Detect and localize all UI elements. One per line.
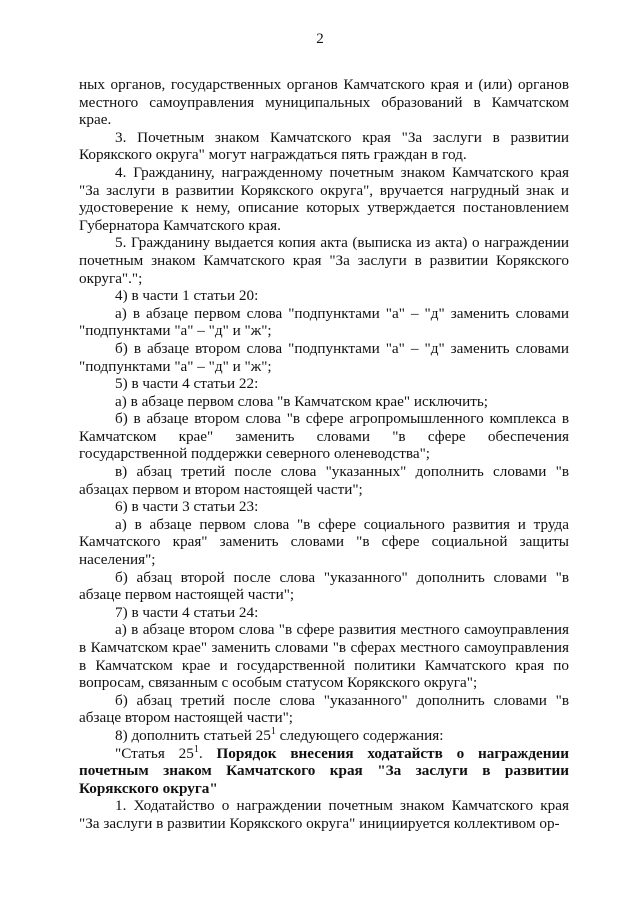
- amendment-item-4a: а) в абзаце первом слова "подпунктами "а" – "д" заменить словами "подпунктами "а" – "д" и "ж";: [79, 304, 569, 340]
- amendment-item-7a: а) в абзаце втором слова "в сфере развития местного самоуправления в Камчатском крае" заменить словами "в сферах местного самоуправления в Камчатском крае и государственной политики Камчатского края по вопросам, связанным с особым статусом Корякского округа";: [79, 621, 569, 692]
- paragraph-point-5: 5. Гражданину выдается копия акта (выписка из акта) о награждении почетным знаком Камчатского края "За заслуги в развитии Корякского округа".";: [79, 234, 569, 287]
- article-title: Порядок внесения ходатайств о награждении почетным знаком Камчатского края "За заслуги в развитии Корякского округа": [79, 744, 569, 797]
- amendment-item-5a: а) в абзаце первом слова "в Камчатском крае" исключить;: [115, 392, 489, 410]
- amendment-item-6a: а) в абзаце первом слова "в сфере социального развития и труда Камчатского края" заменить словами "в сфере социальной защиты населения";: [79, 515, 569, 569]
- amendment-item-5c: в) абзац третий после слова "указанных" дополнить словами "в абзацах первом и втором настоящей части";: [79, 463, 569, 498]
- paragraph-continuation: ных органов, государственных органов Камчатского края и (или) органов местного самоуправления муниципальных образований в Камчатском крае.: [79, 76, 569, 129]
- article-dot: .: [198, 744, 217, 762]
- amendment-item-6: 6) в части 3 статьи 23:: [115, 498, 259, 516]
- amendment-item-5: 5) в части 4 статьи 22:: [115, 375, 259, 393]
- amendment-item-8: [79, 727, 569, 745]
- amendment-item-7b: б) абзац третий после слова "указанного" дополнить словами "в абзаце втором настоящей части";: [79, 691, 569, 727]
- paragraph-point-4: 4. Гражданину, награжденному почетным знаком Камчатского края "За заслуги в развитии Корякского округа", вручается нагрудный знак и удостоверение к нему, описание которых утверждается постановлением Губернатора Камчатского края.: [79, 163, 569, 234]
- amendment-item-6b: б) абзац второй после слова "указанного" дополнить словами "в абзаце первом настоящей части";: [79, 568, 569, 604]
- page-number: 2: [316, 31, 324, 47]
- article-superscript: 1: [193, 743, 199, 755]
- paragraph-point-3: 3. Почетным знаком Камчатского края "За заслуги в развитии Корякского округа" могут награждаться пять граждан в год.: [79, 128, 569, 164]
- article-heading: [79, 745, 569, 798]
- amendment-item-8-superscript: 1: [270, 725, 276, 737]
- amendment-item-7: 7) в части 4 статьи 24:: [115, 603, 259, 621]
- article-prefix: "Статья 25: [115, 744, 194, 762]
- amendment-item-8-text: 8) дополнить статьей 25: [115, 726, 271, 744]
- article-paragraph-1: 1. Ходатайство о награждении почетным знаком Камчатского края "За заслуги в развитии Корякского округа" инициируется коллективом ор-: [79, 797, 569, 832]
- amendment-item-4: 4) в части 1 статьи 20:: [115, 287, 259, 305]
- amendment-item-4b: б) в абзаце втором слова "подпунктами "а" – "д" заменить словами "подпунктами "а" – "д" и "ж";: [79, 339, 569, 375]
- document-body: [79, 76, 569, 833]
- amendment-item-5b: б) в абзаце втором слова "в сфере агропромышленного комплекса в Камчатском крае" заменить словами "в сфере обеспечения государственной поддержки северного оленеводства";: [79, 410, 569, 463]
- amendment-item-8-tail: следующего содержания:: [275, 726, 444, 744]
